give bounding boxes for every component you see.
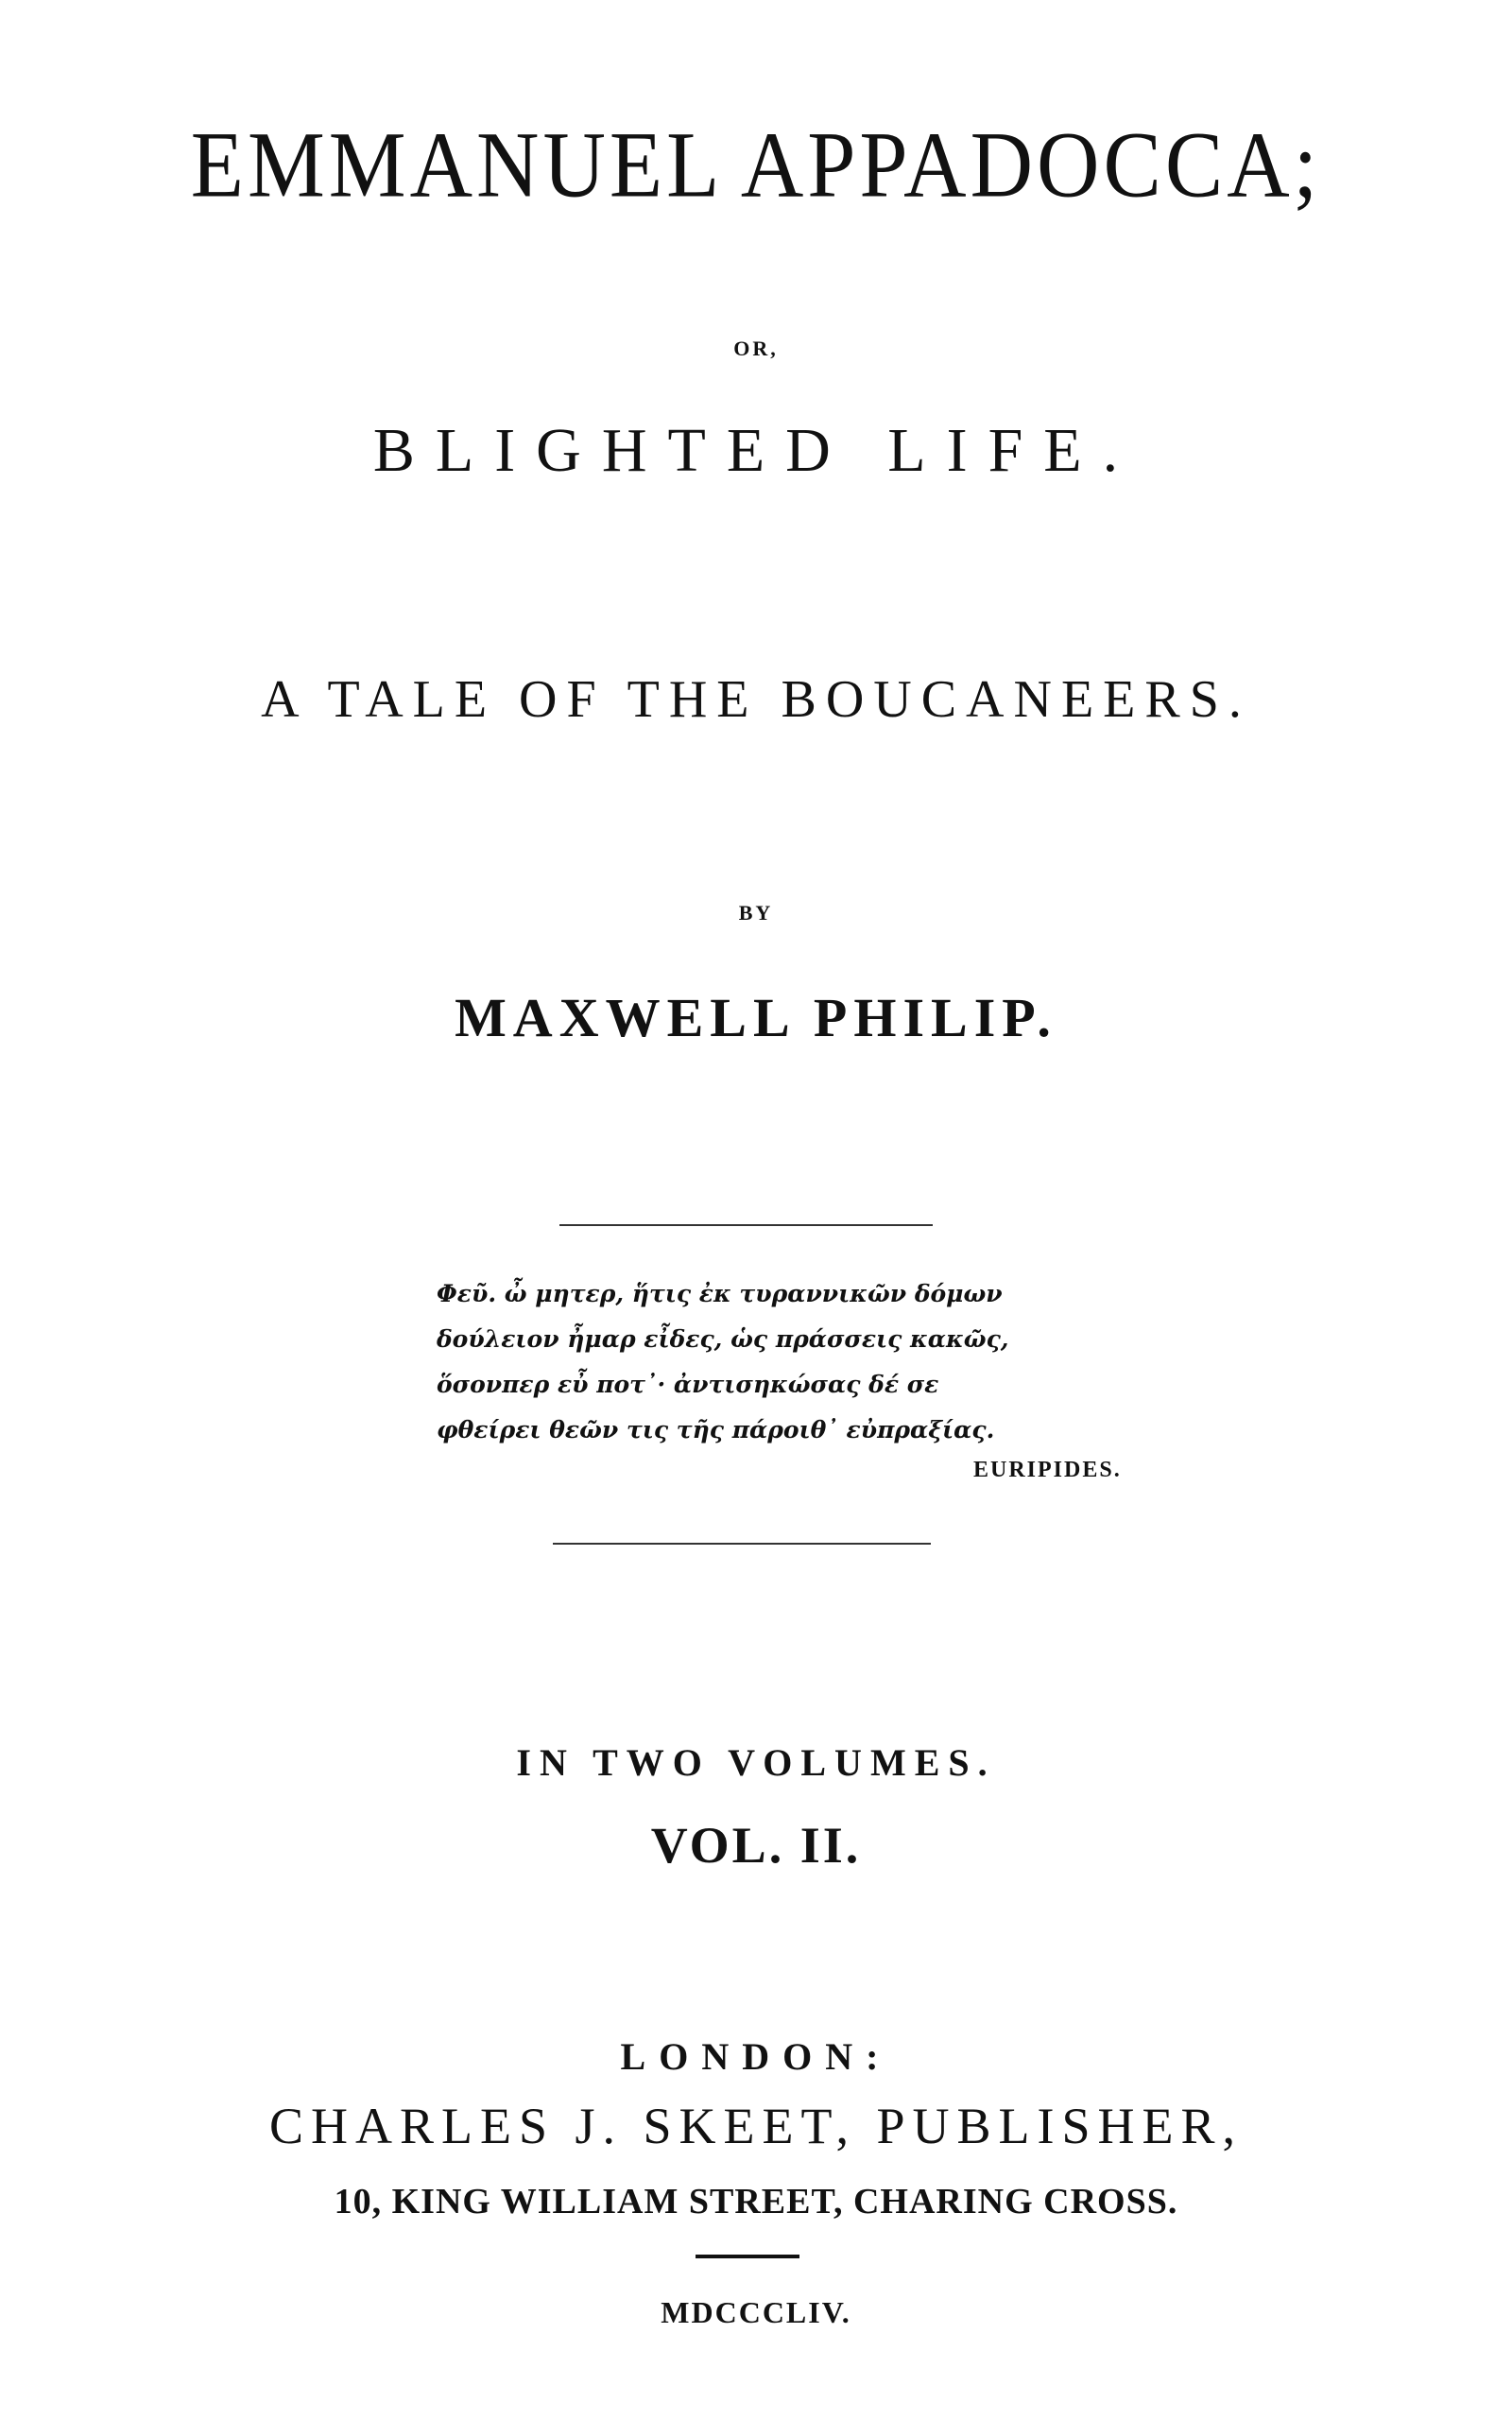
author-name: MAXWELL PHILIP. xyxy=(455,987,1057,1048)
by-label: BY xyxy=(738,901,774,925)
epigraph-line: ὅσονπερ εὖ ποτ᾽· ἀντισηκώσας δέ σε xyxy=(437,1371,939,1398)
volume-number: VOL. II. xyxy=(650,1817,862,1874)
epigraph-line: δούλειον ἦμαρ εἶδες, ὡς πράσσεις κακῶς, xyxy=(437,1325,1009,1353)
imprint-year: MDCCCLIV. xyxy=(661,2295,851,2329)
imprint-publisher: CHARLES J. SKEET, PUBLISHER, xyxy=(268,2098,1244,2154)
title-conjunction: OR, xyxy=(733,337,779,360)
epigraph-line: Φεῦ. ὦ μητερ, ἥτις ἐκ τυραννικῶν δόμων xyxy=(437,1280,1003,1307)
epigraph-bottom-rule xyxy=(553,1543,931,1545)
imprint-city: LONDON: xyxy=(620,2035,892,2078)
epigraph xyxy=(437,1271,1193,1453)
imprint-rule xyxy=(696,2255,799,2258)
book-subtitle: BLIGHTED LIFE. xyxy=(372,416,1140,485)
imprint-address: 10, KING WILLIAM STREET, CHARING CROSS. xyxy=(334,2182,1178,2221)
book-title: EMMANUEL APPADOCCA; xyxy=(190,112,1322,217)
volume-count: IN TWO VOLUMES. xyxy=(516,1741,996,1784)
epigraph-line: φθείρει θεῶν τις τῆς πάροιθ᾽ εὐπραξίας. xyxy=(437,1416,995,1443)
book-tagline: A TALE OF THE BOUCANEERS. xyxy=(261,670,1251,729)
epigraph-attribution: EURIPIDES. xyxy=(973,1458,1122,1482)
epigraph-top-rule xyxy=(559,1224,933,1226)
